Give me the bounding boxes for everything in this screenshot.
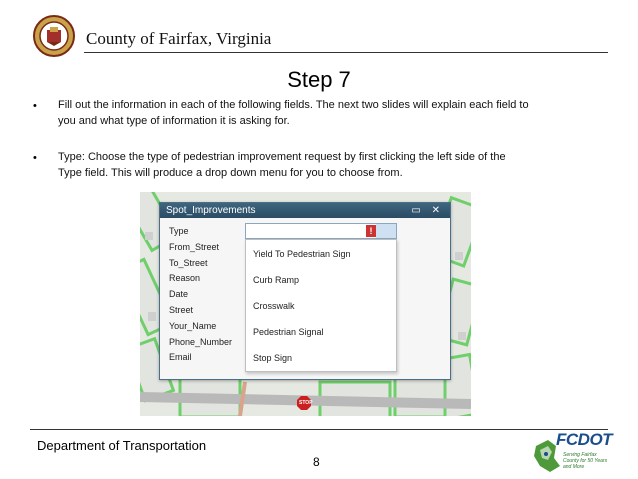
bullet-line: Type field. This will produce a drop down menu for you to choose from.: [58, 167, 403, 179]
department-name: Department of Transportation: [37, 438, 207, 453]
slide-title: Step 7: [287, 67, 351, 92]
dropdown-option[interactable]: Pedestrian Signal: [253, 327, 324, 337]
bullet-marker: •: [33, 152, 37, 164]
bullet-line: you and what type of information it is asking for.: [58, 115, 290, 127]
fcdot-wordmark: FCDOT: [556, 430, 613, 449]
dropdown-arrow-button[interactable]: [376, 224, 396, 238]
field-labels: [169, 224, 232, 366]
app-screenshot: [140, 192, 471, 416]
required-error-icon: !: [366, 225, 376, 237]
org-name: County of Fairfax, Virginia: [86, 29, 272, 48]
field-label: To_Street: [169, 257, 208, 268]
window-controls[interactable]: ▭ ✕: [411, 205, 444, 216]
bullet-marker: •: [33, 100, 37, 112]
page-number: 8: [313, 455, 320, 469]
bullet-line: Type: Choose the type of pedestrian improvement request by first clicking the left side of the: [58, 151, 506, 163]
footer-divider: [30, 429, 608, 430]
dropdown-option[interactable]: Yield To Pedestrian Sign: [253, 249, 351, 259]
county-seal-icon: [33, 15, 75, 57]
field-label: Your_Name: [169, 320, 217, 331]
window-titlebar: [160, 203, 450, 218]
dropdown-option[interactable]: Crosswalk: [253, 301, 295, 311]
bullet-text: [58, 97, 598, 129]
stop-marker-label: STOP: [299, 400, 313, 406]
field-label: Phone_Number: [169, 336, 233, 347]
spot-improvements-window: [159, 202, 451, 380]
bullet-text: [58, 149, 598, 181]
dropdown-option[interactable]: Stop Sign: [253, 353, 293, 363]
field-label: Street: [169, 304, 194, 315]
field-label: From_Street: [169, 241, 220, 252]
header-divider: [84, 52, 608, 53]
fcdot-tagline: Serving Fairfax County for 50 Years and More: [563, 452, 608, 470]
dropdown-option[interactable]: Curb Ramp: [253, 275, 300, 285]
field-label: Date: [169, 289, 189, 300]
type-dropdown-menu: [245, 239, 397, 372]
field-label: Type: [169, 226, 189, 236]
bullet-line: Fill out the information in each of the following fields. The next two slides will explain each field to: [58, 99, 529, 111]
field-label: Reason: [169, 273, 201, 284]
type-select[interactable]: [245, 223, 397, 239]
window-title: Spot_Improvements: [166, 205, 256, 216]
field-label: Email: [169, 352, 192, 363]
